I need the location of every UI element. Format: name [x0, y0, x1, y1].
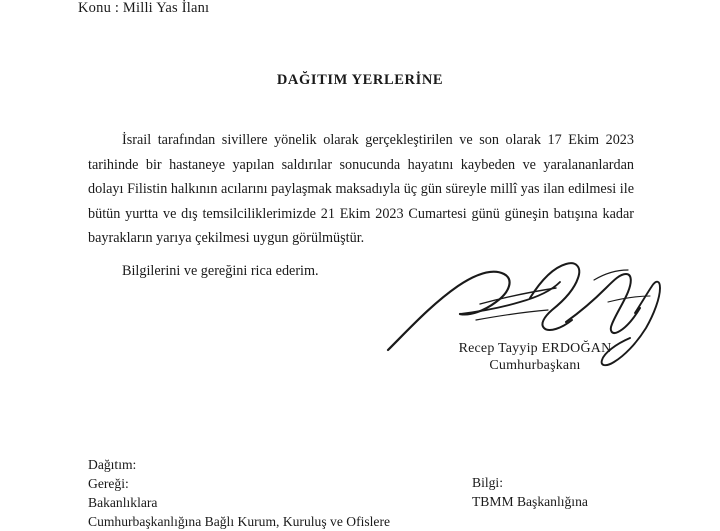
signer-name: Recep Tayyip ERDOĞAN [458, 341, 612, 356]
body-paragraph-2: Bilgilerini ve gereğini rica ederim. [122, 262, 319, 279]
footer-distribution-left [88, 455, 390, 531]
subject-line: Konu : Milli Yas İlanı [78, 0, 210, 16]
footer-distribution-right [472, 473, 588, 511]
footer-left-line-2: Gereği: [88, 476, 129, 491]
signer-title: Cumhurbaşkanı [489, 358, 581, 373]
distribution-heading: DAĞITIM YERLERİNE [276, 72, 444, 88]
footer-right-line-1: Bilgi: [472, 475, 503, 490]
footer-left-line-3: Bakanlıklara [88, 495, 158, 510]
body-paragraph-1: İsrail tarafından sivillere yönelik olarak gerçekleştirilen ve son olarak 17 Ekim 2023 tarihinde bir hastaneye yapılan saldırılar sonucunda hayatını kaybeden ve yaralananlardan dolayı Filistin halkının acılarını paylaşmak maksadıyla üç gün süreyle millî yas ilan edilmesi ile bütün yurtta ve dış temsilciliklerimizde 21 Ekim 2023 Cumartesi günü güneşin batışına kadar bayrakların yarıya çekilmesi uygun görülmüştür. [88, 132, 634, 246]
footer-left-line-1: Dağıtım: [88, 457, 137, 472]
footer-left-line-4: Cumhurbaşkanlığına Bağlı Kurum, Kuruluş ve Ofislere [88, 514, 391, 529]
footer-right-line-2: TBMM Başkanlığına [472, 494, 588, 509]
